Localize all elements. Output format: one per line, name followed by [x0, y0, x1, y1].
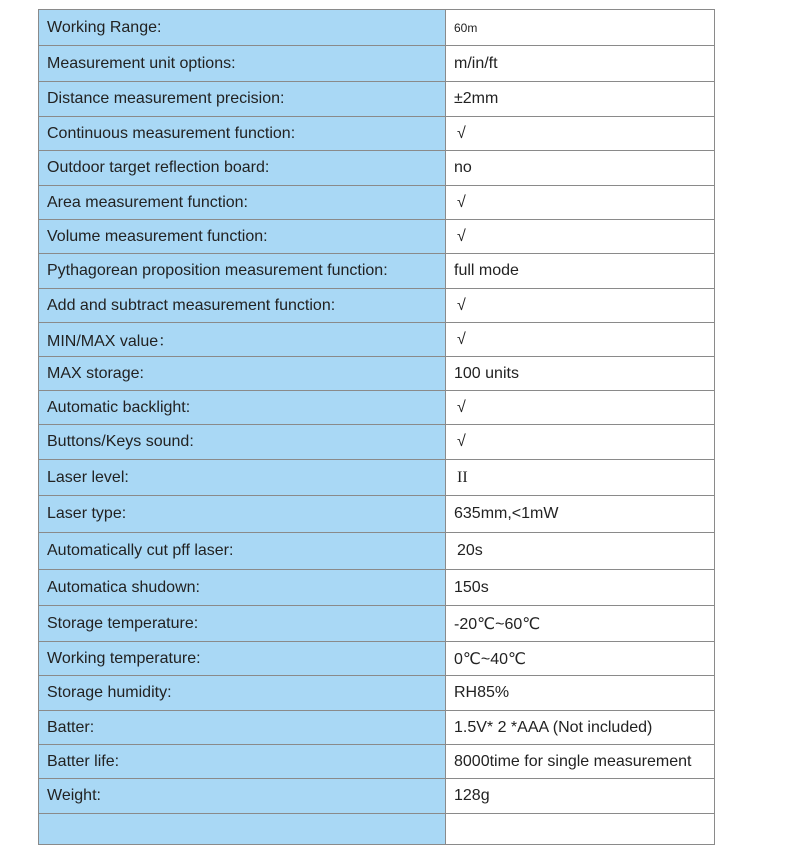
spec-row-backlight: [39, 391, 715, 425]
spec-value: √: [446, 323, 715, 357]
spec-label: Add and subtract measurement function:: [39, 289, 446, 323]
spec-label: Working Range:: [39, 10, 446, 46]
spec-label: Storage temperature:: [39, 606, 446, 642]
spec-label: Batter life:: [39, 745, 446, 779]
spec-label: Area measurement function:: [39, 186, 446, 220]
spec-value: ±2mm: [446, 82, 715, 117]
spec-label: Batter:: [39, 711, 446, 745]
spec-row-precision: [39, 82, 715, 117]
spec-value: √: [446, 220, 715, 254]
spec-value: 150s: [446, 570, 715, 606]
spec-row-laser-type: [39, 496, 715, 533]
spec-value: 128g: [446, 779, 715, 814]
spec-label: Laser level:: [39, 460, 446, 496]
spec-row-battery: [39, 711, 715, 745]
spec-row-min-max: [39, 323, 715, 357]
spec-row-laser-cutoff: [39, 533, 715, 570]
spec-label: Measurement unit options:: [39, 46, 446, 82]
spec-row-laser-level: [39, 460, 715, 496]
spec-label: Pythagorean proposition measurement function:: [39, 254, 446, 289]
spec-value: 635mm,<1mW: [446, 496, 715, 533]
spec-value: √: [446, 117, 715, 151]
spec-value: √: [446, 425, 715, 460]
spec-value: 60m: [446, 10, 715, 46]
spec-row-storage-temp: [39, 606, 715, 642]
spec-value: 0℃~40℃: [446, 642, 715, 676]
spec-value: II: [446, 460, 715, 496]
spec-row-empty: [39, 814, 715, 845]
spec-value: RH85%: [446, 676, 715, 711]
spec-value: √: [446, 186, 715, 220]
spec-value: full mode: [446, 254, 715, 289]
spec-value-empty: [446, 814, 715, 845]
spec-value: 8000time for single measurement: [446, 745, 715, 779]
spec-value: -20℃~60℃: [446, 606, 715, 642]
spec-row-working-range: [39, 10, 715, 46]
spec-row-add-subtract: [39, 289, 715, 323]
spec-label: Volume measurement function:: [39, 220, 446, 254]
spec-label: Automatica shudown:: [39, 570, 446, 606]
spec-row-working-temp: [39, 642, 715, 676]
spec-label: Automatically cut pff laser:: [39, 533, 446, 570]
spec-row-unit-options: [39, 46, 715, 82]
spec-row-humidity: [39, 676, 715, 711]
spec-label: Weight:: [39, 779, 446, 814]
spec-value: no: [446, 151, 715, 186]
spec-label: Automatic backlight:: [39, 391, 446, 425]
spec-value: 20s: [446, 533, 715, 570]
spec-value: 1.5V* 2 *AAA (Not included): [446, 711, 715, 745]
spec-label: Storage humidity:: [39, 676, 446, 711]
spec-table: [38, 9, 715, 845]
spec-row-shutdown: [39, 570, 715, 606]
spec-label: Working temperature:: [39, 642, 446, 676]
spec-value: √: [446, 391, 715, 425]
spec-label: MAX storage:: [39, 357, 446, 391]
spec-label: Laser type:: [39, 496, 446, 533]
spec-row-key-sound: [39, 425, 715, 460]
spec-value: √: [446, 289, 715, 323]
spec-value: m/in/ft: [446, 46, 715, 82]
spec-row-continuous: [39, 117, 715, 151]
spec-row-weight: [39, 779, 715, 814]
spec-row-battery-life: [39, 745, 715, 779]
spec-label: Buttons/Keys sound:: [39, 425, 446, 460]
spec-label: MIN/MAX value：: [39, 323, 446, 357]
spec-row-area: [39, 186, 715, 220]
spec-label: Outdoor target reflection board:: [39, 151, 446, 186]
spec-label-empty: [39, 814, 446, 845]
spec-row-pythagorean: [39, 254, 715, 289]
spec-row-volume: [39, 220, 715, 254]
spec-row-max-storage: [39, 357, 715, 391]
spec-row-reflection-board: [39, 151, 715, 186]
spec-value: 100 units: [446, 357, 715, 391]
spec-label: Distance measurement precision:: [39, 82, 446, 117]
spec-label: Continuous measurement function:: [39, 117, 446, 151]
